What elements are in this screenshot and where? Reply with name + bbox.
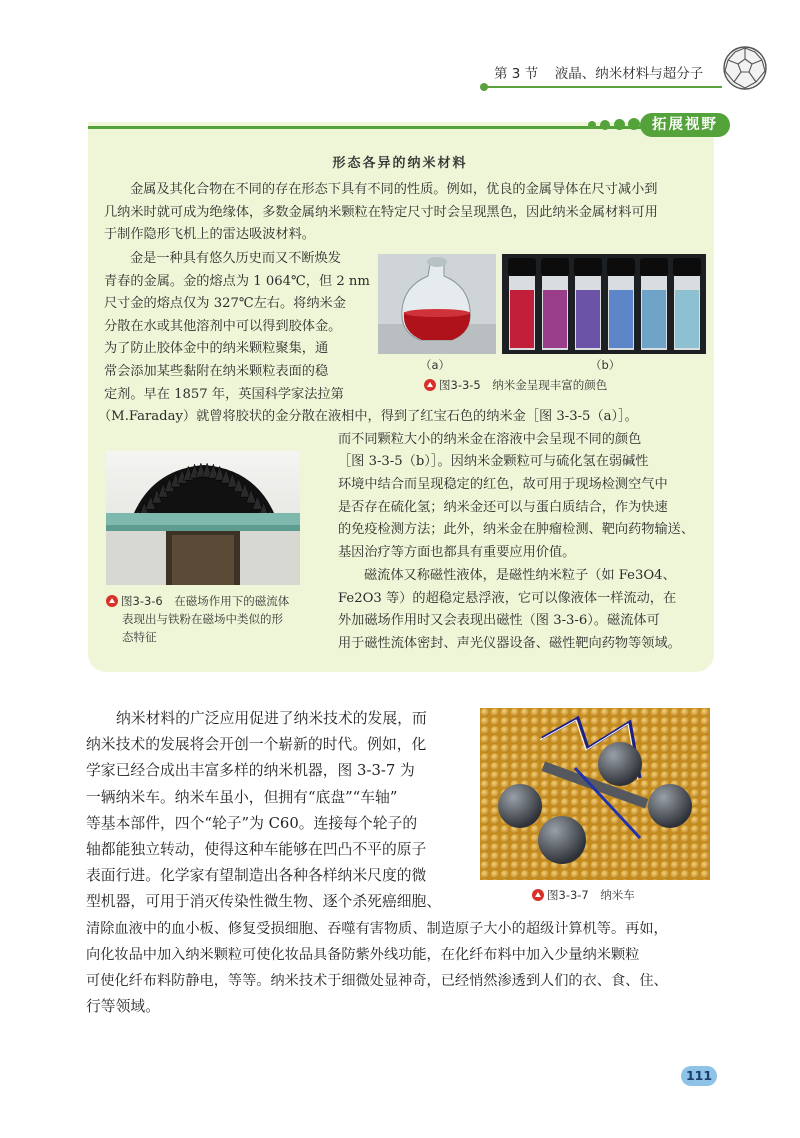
header-rule	[486, 86, 722, 88]
vial-cap	[574, 258, 602, 276]
vial-liquid	[642, 290, 666, 348]
running-header	[494, 62, 703, 82]
vial-cap	[541, 258, 569, 276]
extension-badge: 拓展视野	[640, 113, 730, 137]
fig336-caption: 图3-3-6 在磁场作用下的磁流体 表现出与铁粉在磁场中类似的形 态特征	[106, 592, 326, 646]
fullerene-icon	[722, 45, 768, 91]
vial-liquid	[675, 290, 699, 348]
caption-marker-icon	[106, 595, 118, 607]
vial-liquid	[510, 290, 534, 348]
vial-cap	[508, 258, 536, 276]
vial-liquid	[576, 290, 600, 348]
section-number: 第 3 节	[494, 66, 539, 82]
fig337-caption: 图3-3-7 纳米车	[532, 886, 635, 904]
paragraph-metals: 金属及其化合物在不同的存在形态下具有不同的性质。例如，优良的金属导体在尺寸减小到 几纳米时就可成为绝缘体，多数金属纳米颗粒在特定尺寸时会呈现黑色，因此纳米金属材料可用 于制作隐形飞机上的雷达吸波材料。	[104, 182, 658, 243]
caption-marker-icon	[532, 889, 544, 901]
vial-cap	[607, 258, 635, 276]
paragraph-gold: 金是一种具有悠久历史而又不断焕发 青春的金属。金的熔点为 1 064℃，但 2 nm 尺寸金的熔点仅为 327℃左右。将纳米金 分散在水或其他溶剂中可以得到胶体金。 为了防止胶体金中的纳米颗粒聚集，通 常会添加某些黏附在纳米颗粒表面的稳 定剂。早在 1857 年，英国科学家法拉第 （M.Faraday）就曾将胶状的金分散在液相中，得到了红宝石色的纳米金［图 3-3-5（a）］。 而不同颗粒大小的纳米金在溶液中会呈现不同的颜色 ［图 3-3-5（b）］。因纳米金颗粒可与硫化氢在弱碱性 环境中结合而呈现稳定的红色，故可用于现场检测空气中 是否存在硫化氢；纳米金还可以与蛋白质结合，作为快速 的免疫检测方法；此外，纳米金在肿瘤检测、靶向药物输送、 基因治疗等方面也都具有重要应用价值。	[98, 251, 695, 560]
figure-gold-flask-image	[378, 254, 496, 354]
vial-liquid	[543, 290, 567, 348]
main-paragraph: 纳米材料的广泛应用促进了纳米技术的发展，而 纳米技术的发展将会开创一个崭新的时代。例如，化 学家已经合成出丰富多样的纳米机器，图 3-3-7 为 一辆纳米车。纳米车虽小，但拥有“底盘”“车轴” 等基本部件，四个“轮子”为 C60。连接每个轮子的 轴都能独立转动，使得这种车能够在凹凸不平的原子 表面行进。化学家有望制造出各种各样纳米尺度的微 型机器，可用于消灭传染性微生物、逐个杀死癌细胞、 清除血液中的血小板、修复受损细胞、吞噬有害物质、制造原子大小的超级计算机等。再如， 向化妆品中加入纳米颗粒可使化妆品具备防紫外线功能，在化纤布料中加入少量纳米颗粒 可使化纤布料防静电，等等。纳米技术于细微处显神奇，已经悄然渗透到人们的衣、食、住、 行等领域。	[86, 710, 668, 1016]
fig335-label-b: （b）	[590, 358, 621, 372]
figure-ferrofluid-image	[106, 451, 300, 585]
box-title: 形态各异的纳米材料	[332, 156, 468, 171]
vial-liquid	[609, 290, 633, 348]
figure-gold-vials-image	[502, 254, 706, 354]
figure-nanocar-image	[480, 708, 710, 880]
extension-rule	[88, 126, 648, 129]
fig335-label-a: （a）	[420, 358, 451, 372]
vial-cap	[640, 258, 668, 276]
caption-marker-icon	[424, 379, 436, 391]
vial-cap	[673, 258, 701, 276]
paragraph-ferrofluid: 磁流体又称磁性液体，是磁性纳米粒子（如 Fe3O4、 Fe2O3 等）的超稳定悬浮液，它可以像液体一样流动，在 外加磁场作用时又会表现出磁性（图 3-3-6）。磁流体可 用于磁性流体密封、声光仪器设备、磁性靶向药物等领域。	[338, 568, 681, 651]
page-number: 111	[681, 1066, 717, 1086]
section-title: 液晶、纳米材料与超分子	[554, 66, 704, 82]
fig335-caption: 图3-3-5 纳米金呈现丰富的颜色	[424, 376, 607, 394]
